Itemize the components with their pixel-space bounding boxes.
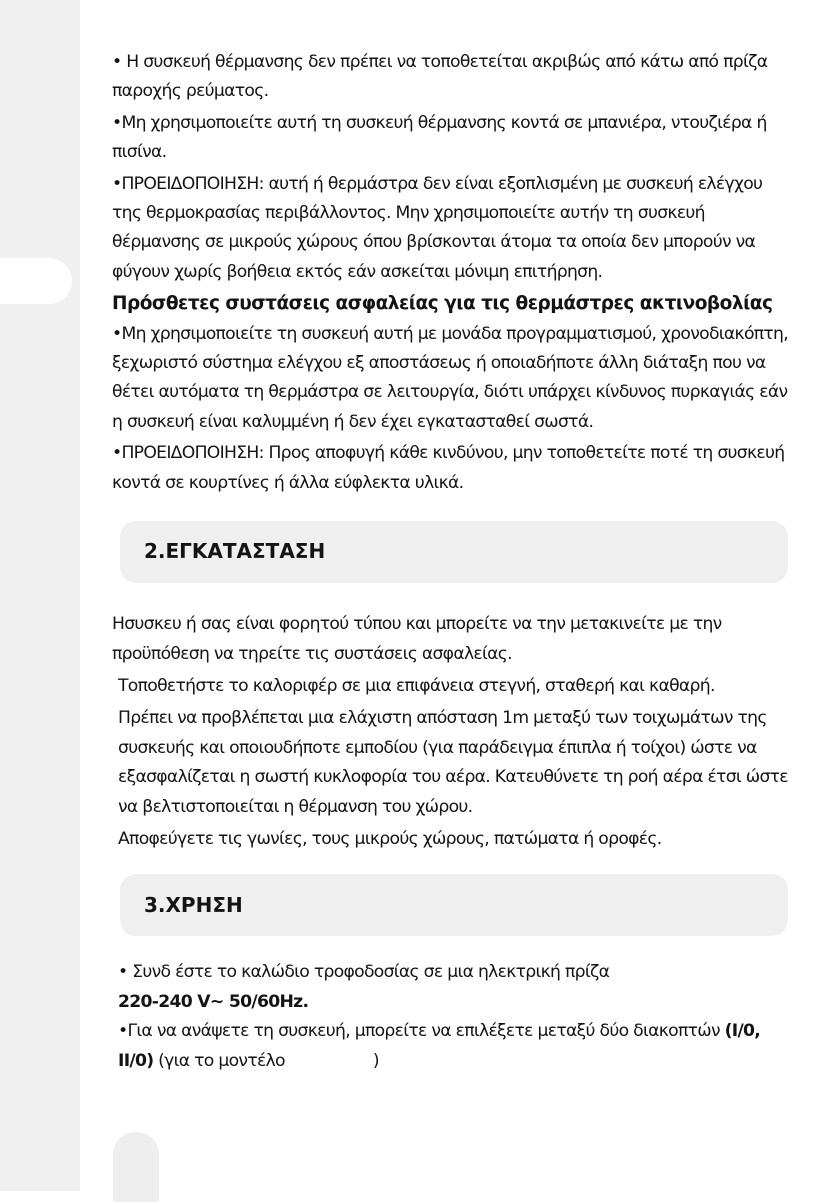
usage-switch-text: •Για να ανάψετε τη συσκευή, μπορείτε να επιλέξετε μεταξύ δύο διακοπτών bbox=[118, 1021, 720, 1042]
installation-section bbox=[112, 610, 792, 854]
usage-section-title: 3.ΧΡΗΣΗ bbox=[144, 892, 243, 917]
safety-paragraph-3: •ΠΡΟΕΙΔΟΠΟΙΗΣΗ: αυτή ή θερμάστρα δεν είναι εξοπλισμένη με συσκευή ελέγχου της θερμοκρασίας περιβάλλοντος. Μην χρησιμοποιείτε αυτήν τη συσκευή θέρμανσης σε μικρούς χώρους όπου βρίσκονται άτομα τα οποία δεν μπορούν να φύγουν χωρίς βοήθεια εκτός εάν ασκείται μόνιμη επιτήρηση. bbox=[112, 173, 763, 282]
usage-connect-text: • Συνδ έστε το καλώδιο τροφοδοσίας σε μια ηλεκτρική πρίζα bbox=[118, 962, 610, 983]
usage-connect-paragraph bbox=[118, 958, 792, 1017]
document-body bbox=[112, 48, 792, 1076]
installation-paragraph-2: Τοποθετήστε το καλοριφέρ σε μια επιφάνεια στεγνή, σταθερή και καθαρή. bbox=[118, 675, 715, 696]
safety-paragraph-2: •Μη χρησιμοποιείτε αυτή τη συσκευή θέρμανσης κοντά σε μπανιέρα, ντουζιέρα ή πισίνα. bbox=[112, 112, 767, 163]
page-number-tab bbox=[113, 1132, 159, 1202]
safety-paragraph-1: • Η συσκευή θέρμανσης δεν πρέπει να τοποθετείται ακριβώς από κάτω από πρίζα παροχής ρεύματος. bbox=[112, 52, 768, 102]
installation-paragraph-1: Ησυσκευ ή σας είναι φορητού τύπου και μπορείτε να την μετακινείτε με την προϋπόθεση να τηρείτε τις συστάσεις ασφαλείας. bbox=[112, 614, 722, 664]
usage-switch-paragraph bbox=[118, 1017, 792, 1076]
page-margin-strip bbox=[0, 0, 80, 1191]
safety-paragraph-4: •Μη χρησιμοποιείτε τη συσκευή αυτή με μονάδα προγραμματισμού, χρονοδιακόπτη, ξεχωριστό σύστημα ελέγχου εξ αποστάσεως ή οποιαδήποτε άλλη διάταξη που να θέτει αυτόματα τη θερμάστρα σε λειτουργία, διότι υπάρχει κίνδυνος πυρκαγιάς εάν η συσκευή είναι καλυμμένη ή δεν έχει εγκατασταθεί σωστά. bbox=[112, 323, 789, 432]
installation-paragraph-3: Πρέπει να προβλέπεται μια ελάχιστη απόσταση 1m μεταξύ των τοιχωμάτων της συσκευής και οποιουδήποτε εμποδίου (για παράδειγμα έπιπλα ή τοίχοι) ώστε να εξασφαλίζεται η σωστή κυκλοφορία του αέρα. Κατευθύνετε τη ροή αέρα έτσι ώστε να βελτιστοποιείται η θέρμανση του χώρου. bbox=[118, 708, 788, 817]
usage-model-close: ) bbox=[372, 1050, 379, 1071]
usage-switch-codes: (I/0, II/0) bbox=[118, 1021, 761, 1071]
installation-paragraph-4: Αποφεύγετε τις γωνίες, τους μικρούς χώρους, πατώματα ή οροφές. bbox=[118, 828, 662, 849]
usage-model-note: (για το μοντέλο bbox=[158, 1050, 285, 1071]
side-thumb-tab bbox=[0, 258, 72, 304]
radiant-heater-subheading: Πρόσθετες συστάσεις ασφαλείας για τις θερμάστρες ακτινοβολίας bbox=[112, 293, 773, 315]
installation-section-title: 2.ΕΓΚΑΤΑΣΤΑΣΗ bbox=[144, 539, 326, 564]
installation-section-header bbox=[120, 521, 788, 583]
usage-voltage: 220-240 V~ 50/60Hz. bbox=[118, 991, 309, 1012]
usage-section-header bbox=[120, 874, 788, 936]
safety-paragraph-5: •ΠΡΟΕΙΔΟΠΟΙΗΣΗ: Προς αποφυγή κάθε κινδύνου, μην τοποθετείτε ποτέ τη συσκευή κοντά σε κουρτίνες ή άλλα εύφλεκτα υλικά. bbox=[112, 443, 785, 493]
usage-section bbox=[112, 958, 792, 1076]
